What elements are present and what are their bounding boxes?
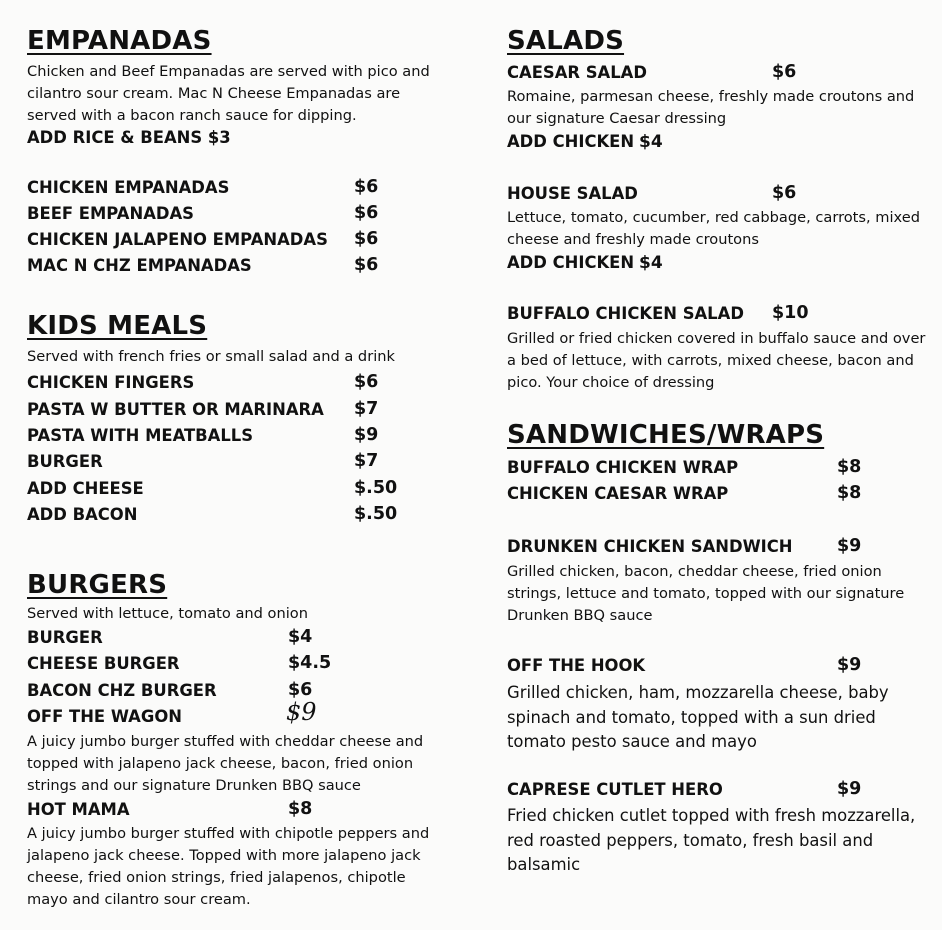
menu-item-price: $6 — [772, 62, 797, 82]
menu-item-name: OFF THE HOOK — [507, 656, 646, 675]
menu-item-price: $8 — [837, 457, 862, 477]
menu-item-description: Lettuce, tomato, cucumber, red cabbage, carrots, mixed cheese and freshly made croutons — [507, 209, 920, 248]
menu-item-price: $9 — [837, 655, 862, 675]
menu-item-name: MAC N CHZ EMPANADAS — [27, 256, 252, 275]
menu-item-description: A juicy jumbo burger stuffed with cheddar cheese and topped with jalapeno jack cheese, bacon, fried onion strings and our signature Drunken BBQ sauce — [27, 733, 424, 794]
kids-meals-description: Served with french fries or small salad and a drink — [27, 348, 395, 365]
addon-label: ADD CHICKEN — [507, 132, 635, 151]
menu-item-price: $8 — [837, 483, 862, 503]
menu-item-price: $4 — [288, 627, 313, 647]
menu-item-name: ADD CHEESE — [27, 479, 144, 498]
menu-item-name: DRUNKEN CHICKEN SANDWICH — [507, 537, 793, 556]
menu-item-price: $4.5 — [288, 653, 332, 673]
menu-item-name: CHEESE BURGER — [27, 654, 180, 673]
menu-item-name: ADD BACON — [27, 505, 138, 524]
menu-item-description: Fried chicken cutlet topped with fresh mozzarella, red roasted peppers, tomato, fresh basil and balsamic — [507, 806, 916, 874]
menu-item-name: BUFFALO CHICKEN SALAD — [507, 304, 744, 323]
menu-item-name: HOUSE SALAD — [507, 184, 638, 203]
menu-item-description: Romaine, parmesan cheese, freshly made croutons and our signature Caesar dressing — [507, 88, 915, 127]
addon-price: $4 — [639, 132, 663, 152]
menu-item-price: $6 — [354, 255, 379, 275]
menu-item-description: Grilled or fried chicken covered in buffalo sauce and over a bed of lettuce, with carrots, mixed cheese, bacon and pico. Your choice of dressing — [507, 330, 926, 391]
burgers-heading: BURGERS — [27, 570, 168, 600]
menu-item-price: $6 — [354, 372, 379, 392]
menu-item-price: $9 — [837, 779, 862, 799]
addon-label: ADD CHICKEN — [507, 253, 635, 272]
menu-item-description: A juicy jumbo burger stuffed with chipotle peppers and jalapeno jack cheese. Topped with more jalapeno jack cheese, fried onion strings, fried jalapenos, chipotle mayo and cilantro sour cream. — [27, 825, 430, 908]
menu-item-name: BUFFALO CHICKEN WRAP — [507, 458, 739, 477]
menu-item-name: PASTA WITH MEATBALLS — [27, 426, 254, 445]
menu-item-description: Grilled chicken, ham, mozzarella cheese, baby spinach and tomato, topped with a sun dried tomato pesto sauce and mayo — [507, 683, 889, 751]
menu-item-description: Grilled chicken, bacon, cheddar cheese, fried onion strings, lettuce and tomato, topped with our signature Drunken BBQ sauce — [507, 563, 905, 624]
handwritten-price: $9 — [286, 698, 317, 726]
menu-item-price: $6 — [354, 229, 379, 249]
salads-heading: SALADS — [507, 26, 625, 56]
menu-item-name: CAPRESE CUTLET HERO — [507, 780, 723, 799]
empanadas-description: Chicken and Beef Empanadas are served with pico and cilantro sour cream. Mac N Cheese Empanadas are served with a bacon ranch sauce for dipping. — [27, 63, 430, 124]
menu-item-price: $.50 — [354, 478, 398, 498]
menu-item-name: BACON CHZ BURGER — [27, 681, 217, 700]
menu-item-price: $8 — [288, 799, 313, 819]
menu-item-price: $6 — [354, 177, 379, 197]
menu-item-name: BEEF EMPANADAS — [27, 204, 194, 223]
kids-meals-heading: KIDS MEALS — [27, 311, 208, 341]
menu-item-price: $9 — [354, 425, 379, 445]
menu-item-name: BURGER — [27, 628, 103, 647]
menu-item-price: $.50 — [354, 504, 398, 524]
sandwiches-heading: SANDWICHES/WRAPS — [507, 420, 825, 450]
menu-item-name: CHICKEN EMPANADAS — [27, 178, 230, 197]
menu-item-name: HOT MAMA — [27, 800, 130, 819]
menu-item-name: PASTA W BUTTER OR MARINARA — [27, 400, 324, 419]
menu-item-price: $6 — [772, 183, 797, 203]
menu-item-price: $9 — [837, 536, 862, 556]
menu-item-price: $6 — [288, 680, 313, 700]
menu-item-name: OFF THE WAGON — [27, 707, 182, 726]
menu-item-name: CHICKEN FINGERS — [27, 373, 195, 392]
menu-item-price: $10 — [772, 303, 809, 323]
burgers-description: Served with lettuce, tomato and onion — [27, 605, 308, 622]
empanadas-heading: EMPANADAS — [27, 26, 212, 56]
menu-item-price: $7 — [354, 399, 379, 419]
menu-item-name: BURGER — [27, 452, 103, 471]
addon-price: $4 — [639, 253, 663, 273]
menu-item-price: $7 — [354, 451, 379, 471]
empanadas-addon: ADD RICE & BEANS $3 — [27, 128, 231, 147]
menu-item-name: CHICKEN JALAPENO EMPANADAS — [27, 230, 328, 249]
menu-item-name: CHICKEN CAESAR WRAP — [507, 484, 729, 503]
menu-item-price: $6 — [354, 203, 379, 223]
menu-item-name: CAESAR SALAD — [507, 63, 647, 82]
